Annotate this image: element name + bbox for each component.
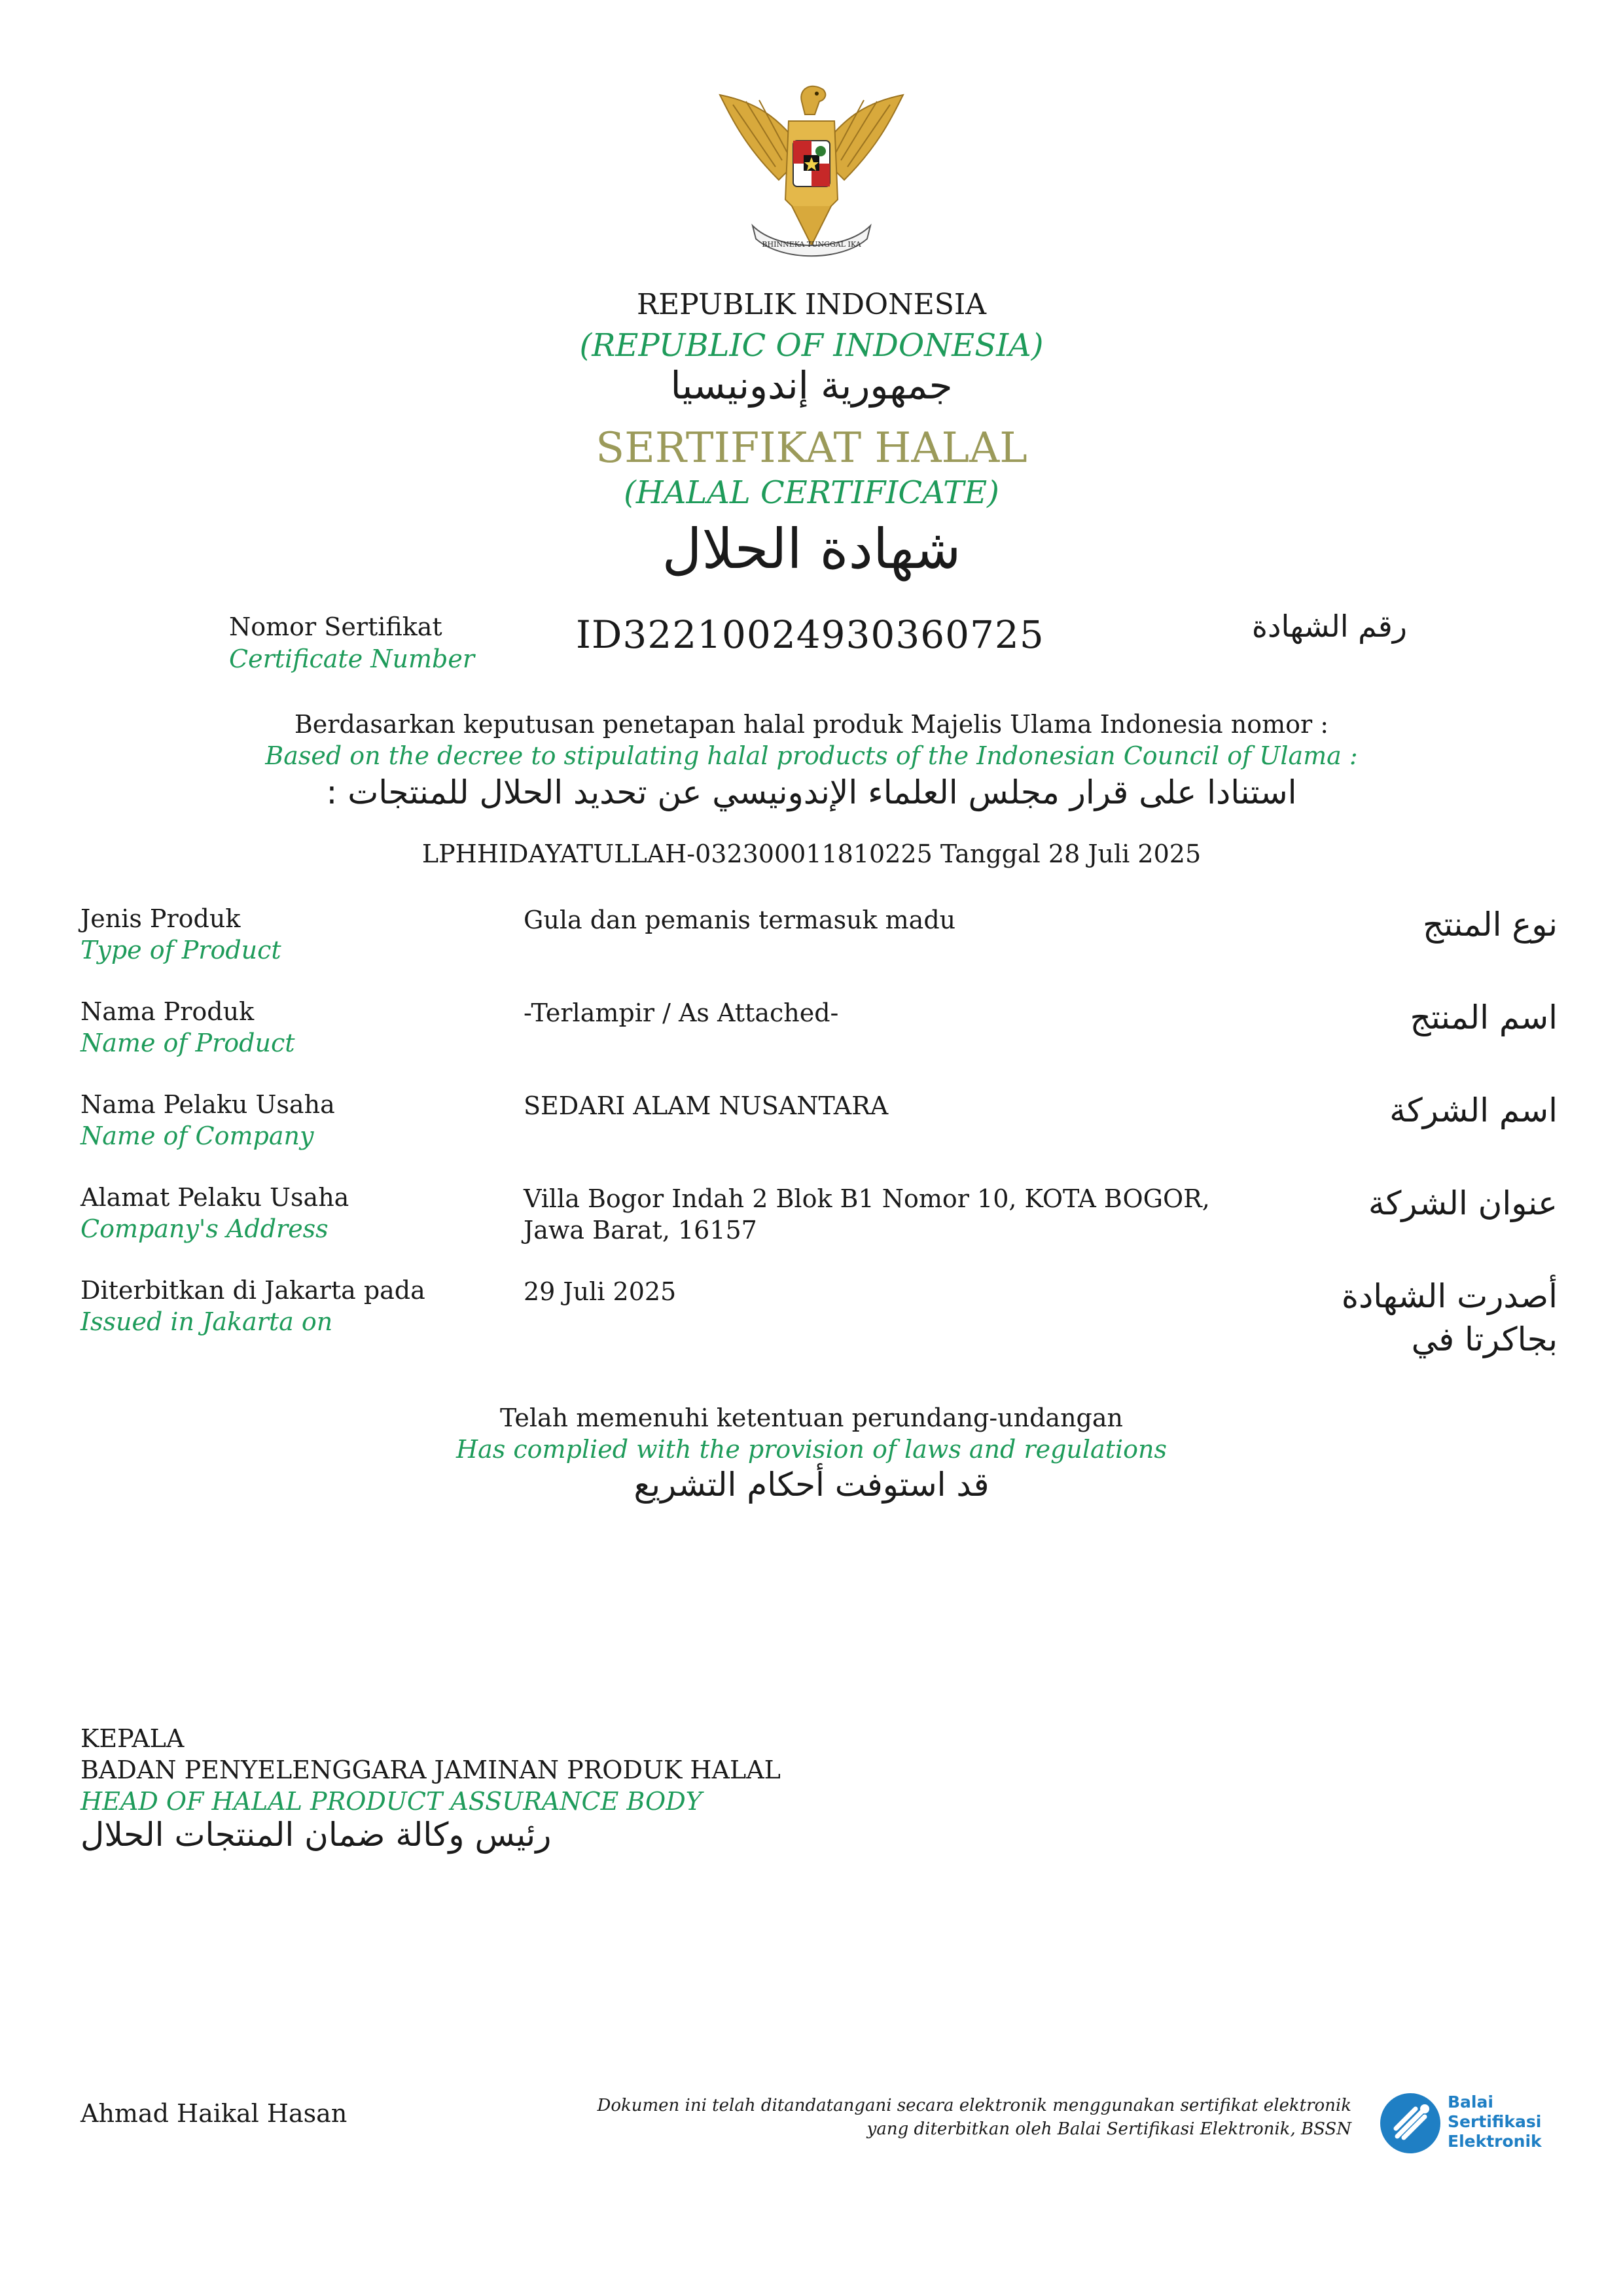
certificate-title-en: (HALAL CERTIFICATE)	[624, 474, 999, 511]
row-label-id: Nama Pelaku Usaha	[80, 1090, 335, 1119]
row-label-ar: نوع المنتج	[1423, 906, 1558, 944]
country-name-en: (REPUBLIC OF INDONESIA)	[579, 327, 1044, 364]
bse-line: Elektronik	[1448, 2132, 1542, 2151]
compliance-text-ar: قد استوفت أحكام التشريع	[633, 1466, 990, 1504]
bse-line: Balai	[1448, 2093, 1493, 2111]
row-label-ar: أصدرت الشهادة	[1341, 1277, 1558, 1315]
head-title: KEPALA	[80, 1724, 185, 1753]
row-label-id: Diterbitkan di Jakarta pada	[80, 1276, 425, 1305]
electronic-signature-note	[458, 2094, 1351, 2141]
decree-number: LPHHIDAYATULLAH-032300011810225 Tanggal 28 Juli 2025	[421, 839, 1202, 868]
garuda-pancasila-emblem	[707, 75, 916, 272]
head-agency: BADAN PENYELENGGARA JAMINAN PRODUK HALAL	[80, 1756, 781, 1784]
signer-name: Ahmad Haikal Hasan	[80, 2099, 348, 2128]
certificate-number-label-id: Nomor Sertifikat	[229, 612, 442, 641]
row-label-en: Type of Product	[80, 936, 281, 964]
decree-text-ar: استنادا على قرار مجلس العلماء الإندونيسي عن تحديد الحلال للمنتجات :	[326, 773, 1297, 811]
row-value: Villa Bogor Indah 2 Blok B1 Nomor 10, KOTA BOGOR,	[524, 1184, 1210, 1213]
row-value: 29 Juli 2025	[524, 1277, 677, 1306]
esign-line: yang diterbitkan oleh Balai Sertifikasi Elektronik, BSSN	[866, 2119, 1351, 2139]
emblem-motto: BHINNEKA TUNGGAL IKA	[762, 240, 861, 249]
country-name-id: REPUBLIK INDONESIA	[636, 288, 987, 321]
row-label-id: Jenis Produk	[80, 904, 241, 933]
row-label-en: Issued in Jakarta on	[80, 1307, 333, 1336]
bse-logo-icon	[1378, 2091, 1443, 2156]
row-label-id: Alamat Pelaku Usaha	[80, 1183, 349, 1212]
row-label-ar: اسم المنتج	[1410, 998, 1558, 1036]
row-label-ar: عنوان الشركة	[1368, 1184, 1558, 1222]
row-label-ar: اسم الشركة	[1389, 1091, 1558, 1129]
decree-text-en: Based on the decree to stipulating halal products of the Indonesian Council of Ulama :	[265, 741, 1358, 770]
country-name-ar: جمهورية إندونيسيا	[670, 363, 953, 408]
certificate-number-label-ar: رقم الشهادة	[1251, 609, 1407, 644]
row-value: SEDARI ALAM NUSANTARA	[524, 1091, 889, 1120]
compliance-text-en: Has complied with the provision of laws and regulations	[456, 1435, 1167, 1464]
row-value: Gula dan pemanis termasuk madu	[524, 906, 956, 934]
bse-line: Sertifikasi	[1448, 2112, 1542, 2131]
decree-text-id: Berdasarkan keputusan penetapan halal produk Majelis Ulama Indonesia nomor :	[294, 710, 1329, 739]
certificate-title-ar: شهادة الحلال	[662, 517, 961, 581]
certificate-number-label-en: Certificate Number	[229, 645, 475, 673]
certificate-number-value: ID32210024930360725	[576, 612, 1044, 657]
row-value: -Terlampir / As Attached-	[524, 998, 839, 1027]
compliance-text-id: Telah memenuhi ketentuan perundang-undangan	[499, 1404, 1124, 1432]
row-label-id: Nama Produk	[80, 997, 255, 1026]
row-label-en: Name of Company	[80, 1122, 314, 1150]
head-agency-en: HEAD OF HALAL PRODUCT ASSURANCE BODY	[80, 1787, 702, 1816]
row-value: Jawa Barat, 16157	[524, 1216, 757, 1245]
row-label-ar: بجاكرتا في	[1411, 1320, 1558, 1358]
certificate-title-id: SERTIFIKAT HALAL	[596, 424, 1027, 472]
head-agency-ar: رئيس وكالة ضمان المنتجات الحلال	[80, 1816, 552, 1854]
bse-logo-text	[1448, 2093, 1542, 2151]
row-label-en: Company's Address	[80, 1214, 329, 1243]
row-label-en: Name of Product	[80, 1029, 295, 1057]
esign-line: Dokumen ini telah ditandatangani secara elektronik menggunakan sertifikat elektronik	[597, 2096, 1351, 2115]
